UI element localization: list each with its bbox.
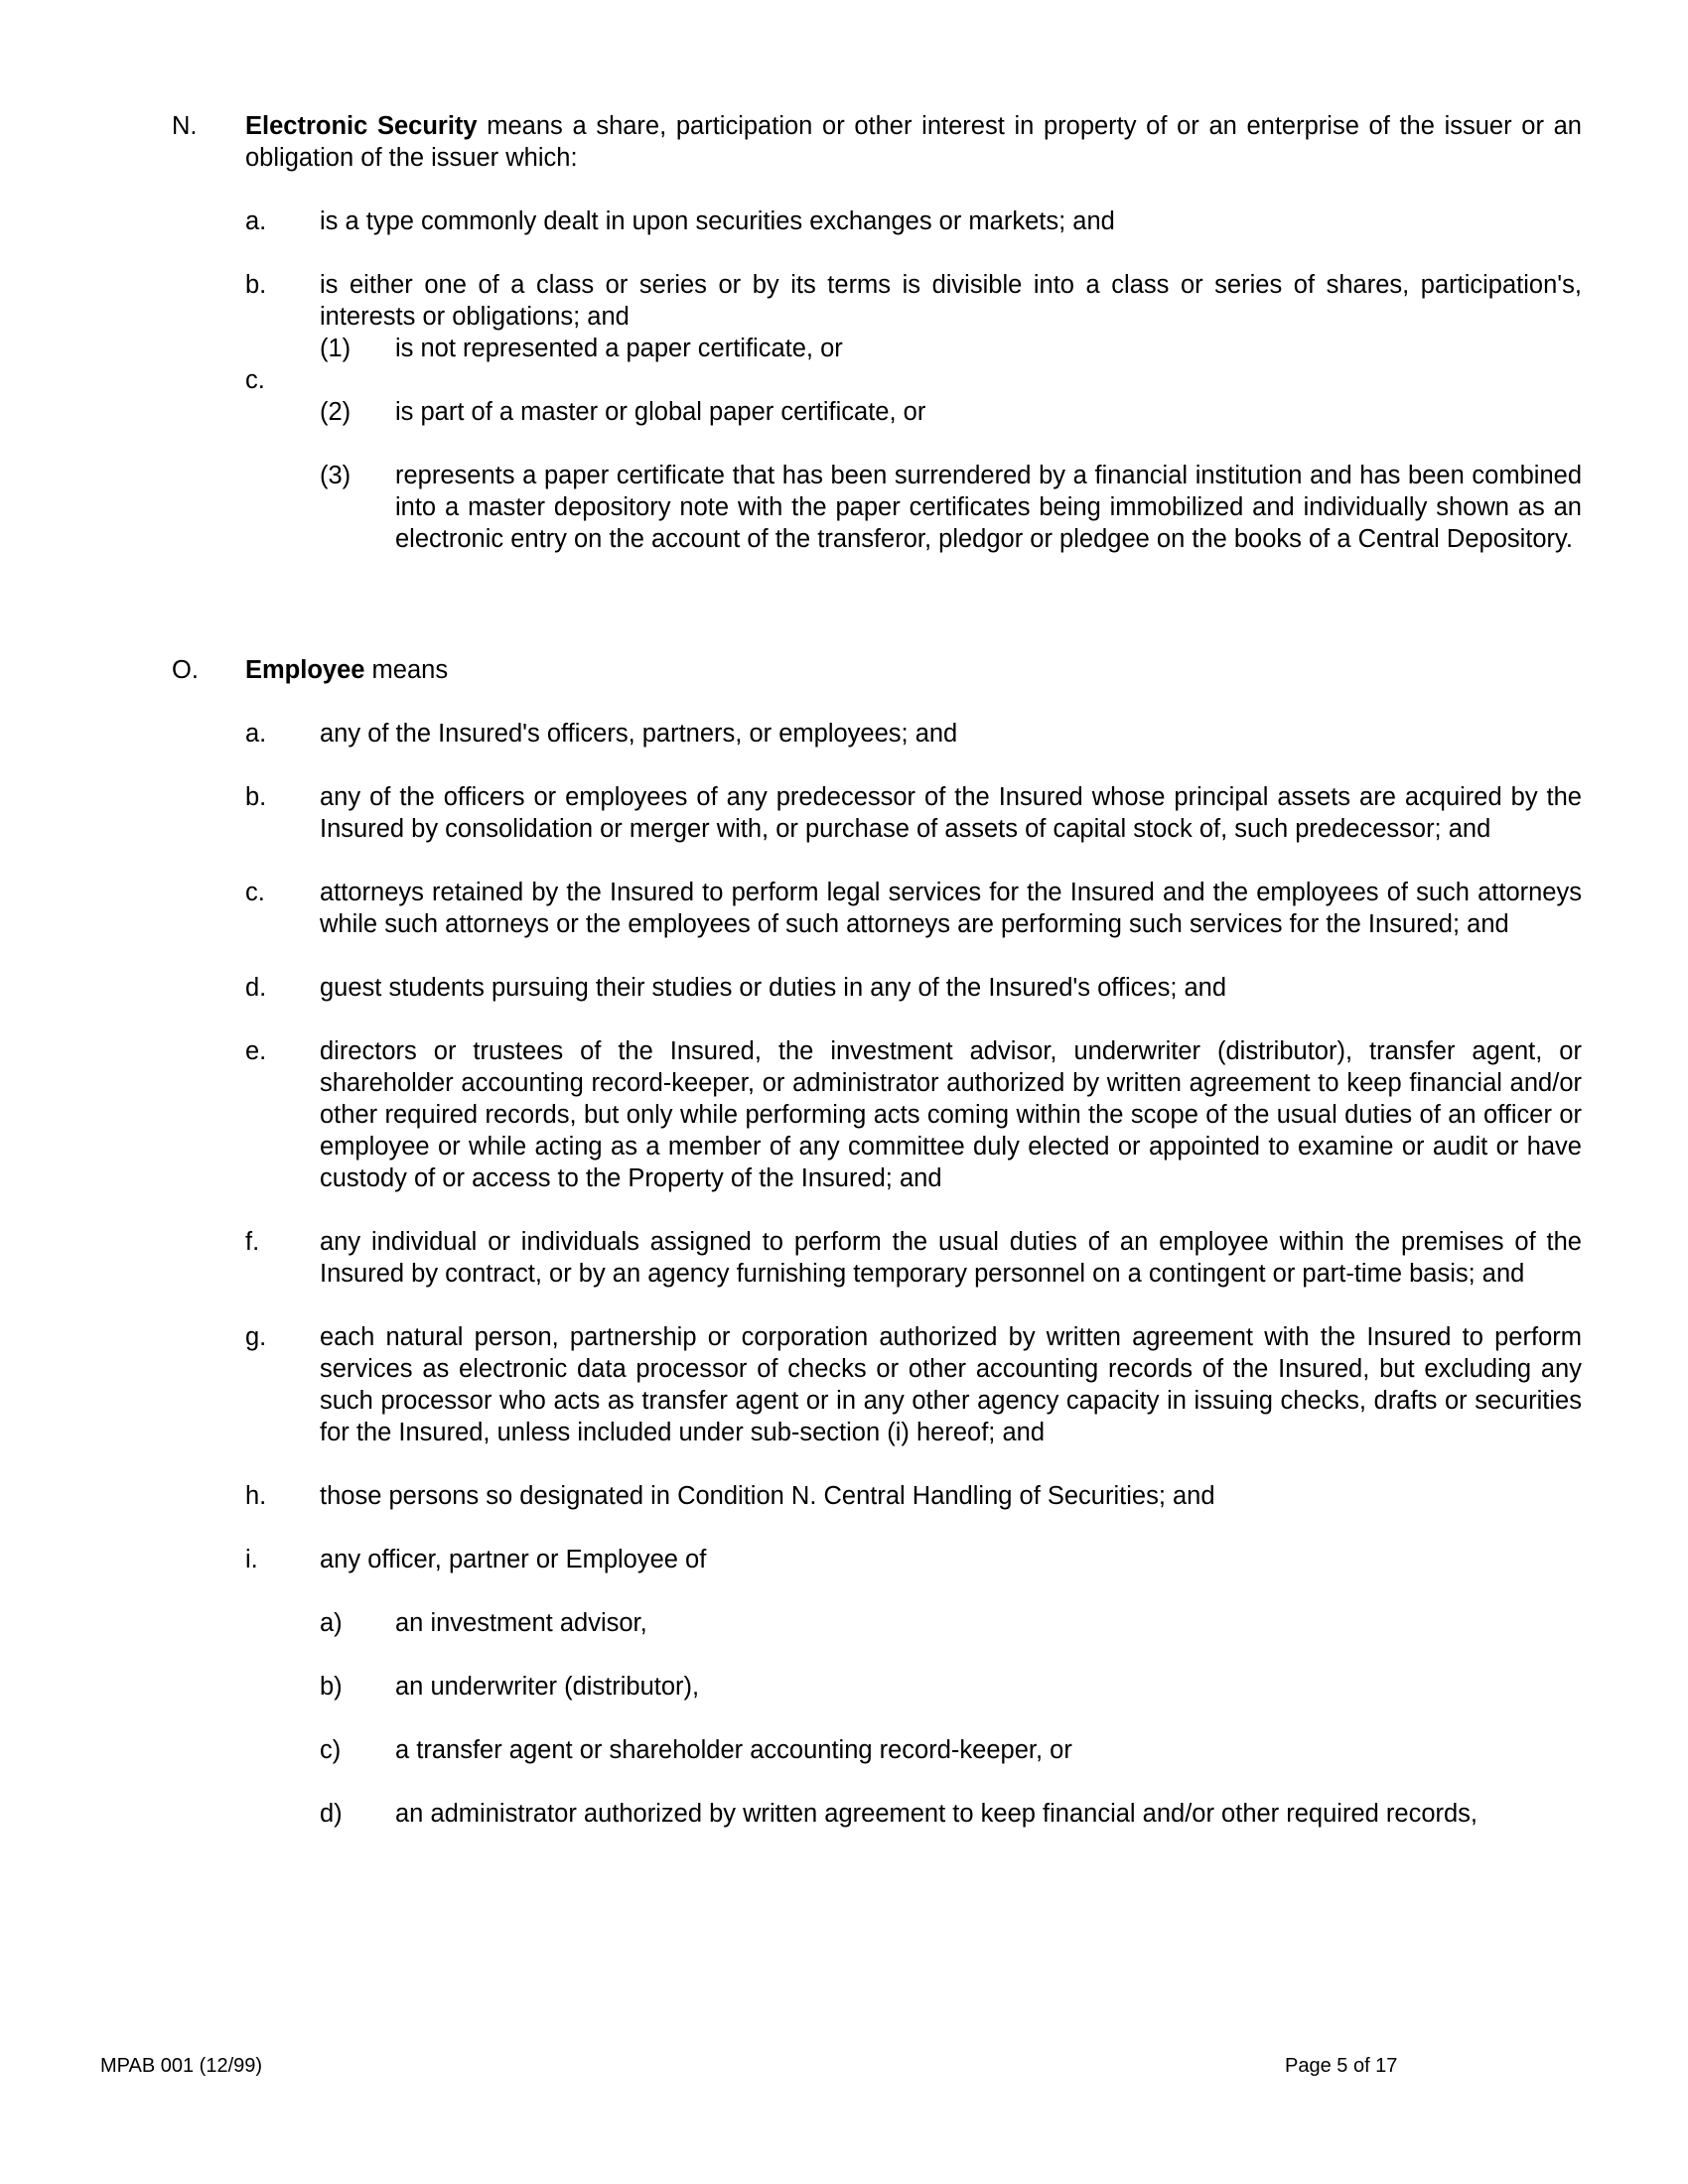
defined-term: Electronic Security xyxy=(245,112,478,140)
sub-item xyxy=(172,1671,1582,1703)
item-label: c. xyxy=(245,366,265,394)
sub-item xyxy=(172,460,1582,555)
item-label: c. xyxy=(245,879,265,906)
item-label: a. xyxy=(245,207,267,235)
sub-item-text: is part of a master or global paper certificate, or xyxy=(395,398,926,426)
list-item xyxy=(172,781,1582,845)
item-text: any of the Insured's officers, partners, or employees; and xyxy=(320,720,958,748)
item-label: d. xyxy=(245,974,267,1002)
sub-item-label: (1) xyxy=(320,335,352,362)
item-label: b. xyxy=(245,783,267,811)
sub-item xyxy=(172,333,1582,364)
section-n xyxy=(172,110,1582,555)
sub-item xyxy=(172,1607,1582,1639)
sub-item-label: c) xyxy=(320,1736,342,1764)
form-number: MPAB 001 (12/99) xyxy=(100,2055,263,2077)
list-item xyxy=(172,269,1582,333)
list-item xyxy=(172,972,1582,1004)
item-text: any individual or individuals assigned to perform the usual duties of an employee within the premises of the Insured by contract, or by an agency furnishing temporary personnel on a contingent or part-time basis; and xyxy=(320,1228,1582,1288)
list-item xyxy=(172,1035,1582,1194)
item-text: each natural person, partnership or corporation authorized by written agreement with the Insured to perform services as electronic data processor of checks or other accounting records of the Insured, but excluding any such processor who acts as transfer agent or in any other agency capacity in issuing checks, drafts or securities for the Insured, unless included under sub-section (i) hereof; and xyxy=(320,1323,1582,1446)
item-label: g. xyxy=(245,1323,267,1351)
sub-item-text: an investment advisor, xyxy=(395,1609,647,1637)
item-text: any officer, partner or Employee of xyxy=(320,1546,707,1573)
sub-item-text: an administrator authorized by written agreement to keep financial and/or other required records, xyxy=(395,1800,1478,1828)
sub-item xyxy=(172,1734,1582,1766)
section-o xyxy=(172,654,1582,1830)
sub-item-label: b) xyxy=(320,1673,343,1701)
item-text: guest students pursuing their studies or duties in any of the Insured's offices; and xyxy=(320,974,1227,1002)
defined-term: Employee xyxy=(245,656,365,684)
list-item xyxy=(172,1480,1582,1512)
item-text: attorneys retained by the Insured to perform legal services for the Insured and the employees of such attorneys while such attorneys or the employees of such attorneys are performing such services for the Insured; and xyxy=(320,879,1582,938)
section-letter: O. xyxy=(172,656,199,684)
sub-item xyxy=(172,396,1582,428)
item-label: f. xyxy=(245,1228,260,1256)
item-label: a. xyxy=(245,720,267,748)
list-item xyxy=(172,877,1582,940)
definition-intro: means xyxy=(364,656,449,684)
item-label: i. xyxy=(245,1546,258,1573)
list-item xyxy=(172,1544,1582,1575)
item-label: e. xyxy=(245,1037,267,1065)
item-label: h. xyxy=(245,1482,267,1510)
sub-item-text: a transfer agent or shareholder accounting record-keeper, or xyxy=(395,1736,1072,1764)
list-item xyxy=(172,1321,1582,1448)
section-letter: N. xyxy=(172,112,198,140)
list-item xyxy=(172,205,1582,237)
list-item xyxy=(172,1226,1582,1290)
item-text: any of the officers or employees of any predecessor of the Insured whose principal assets are acquired by the Insured by consolidation or merger with, or purchase of assets of capital stock of, such predecessor; and xyxy=(320,783,1582,843)
item-text: directors or trustees of the Insured, the investment advisor, underwriter (distributor), transfer agent, or shareholder accounting record-keeper, or administrator authorized by written agreement to keep financial and/or other required records, but only while performing acts coming within the scope of the usual duties of an officer or employee or while acting as a member of any committee duly elected or appointed to examine or audit or have custody of or access to the Property of the Insured; and xyxy=(320,1037,1582,1192)
item-text: is a type commonly dealt in upon securities exchanges or markets; and xyxy=(320,207,1115,235)
section-o-heading xyxy=(172,654,1582,686)
sub-item-text: represents a paper certificate that has been surrendered by a financial institution and has been combined into a master depository note with the paper certificates being immobilized and individually shown as an electronic entry on the account of the transferor, pledgor or pledgee on the books of a Central Depository. xyxy=(395,462,1582,553)
sub-item-text: is not represented a paper certificate, or xyxy=(395,335,843,362)
item-text: those persons so designated in Condition N. Central Handling of Securities; and xyxy=(320,1482,1215,1510)
sub-item-label: d) xyxy=(320,1800,343,1828)
item-label: b. xyxy=(245,271,267,299)
sub-item-label: (2) xyxy=(320,398,352,426)
item-text: is either one of a class or series or by its terms is divisible into a class or series of shares, participation's, interests or obligations; and xyxy=(320,271,1582,331)
definition-intro: means a share, participation or other interest in property of or an enterprise of the issuer or an obligation of the issuer which: xyxy=(245,112,1582,172)
sub-item xyxy=(172,1798,1582,1830)
section-n-heading xyxy=(172,110,1582,174)
page-number: Page 5 of 17 xyxy=(1285,2055,1398,2077)
sub-item-label: a) xyxy=(320,1609,343,1637)
sub-item-text: an underwriter (distributor), xyxy=(395,1673,700,1701)
sub-item-label: (3) xyxy=(320,462,352,489)
list-item xyxy=(172,718,1582,750)
